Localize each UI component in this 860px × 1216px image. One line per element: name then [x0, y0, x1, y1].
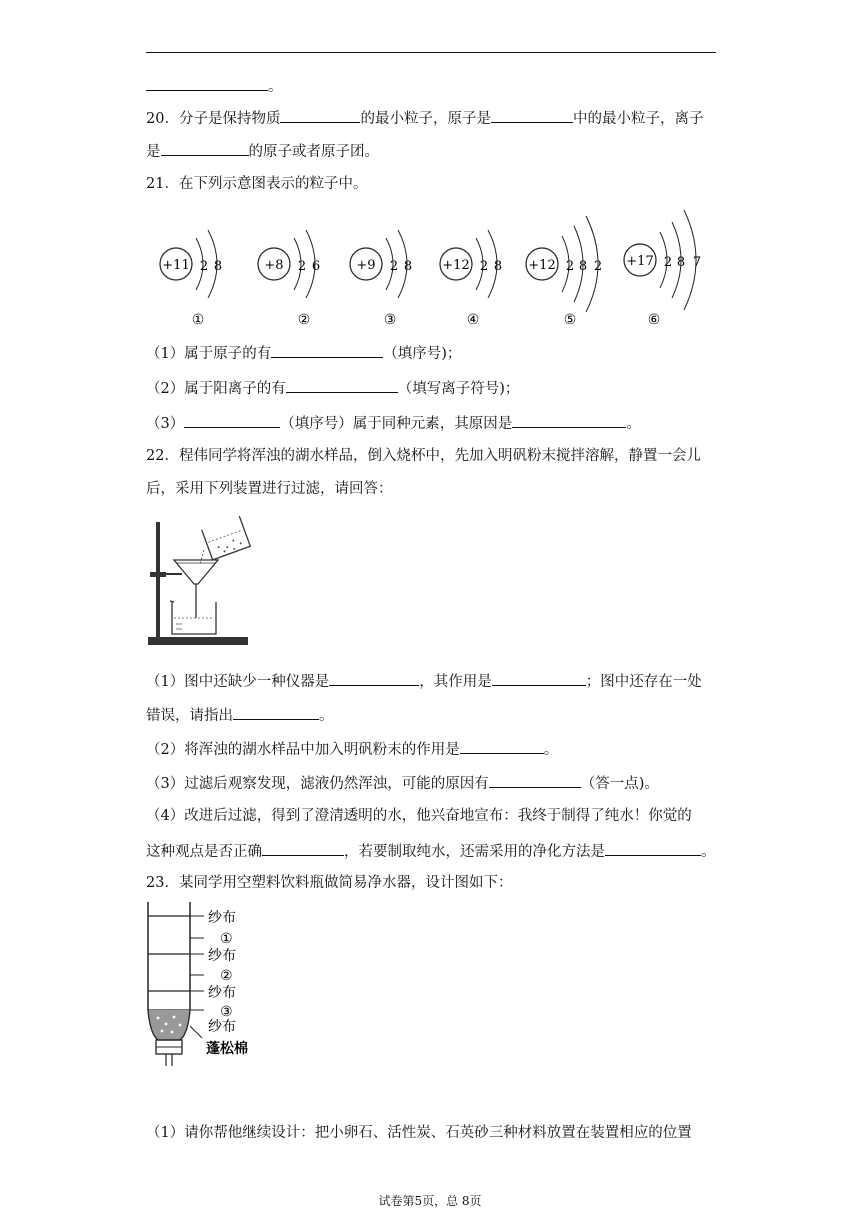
shell-electrons: 8 — [213, 259, 223, 274]
blank[interactable] — [512, 412, 626, 428]
particle-1 — [160, 230, 222, 328]
q20-line1: 20．分子是保持物质 的最小粒子，原子是 中的最小粒子，离子 — [146, 107, 703, 129]
blank[interactable] — [146, 75, 268, 91]
shell-electrons: 7 — [692, 255, 702, 270]
blank[interactable] — [491, 107, 573, 123]
q22-sub2: （2）将浑浊的湖水样品中加入明矾粉末的作用是 。 — [146, 738, 558, 760]
particle-3 — [350, 230, 412, 328]
q22-sub1-line1: （1）图中还缺少一种仪器是 ，其作用是 ；图中还存在一处 — [146, 670, 702, 692]
layer-label: 纱布 — [208, 948, 236, 964]
layer-label: 蓬松棉 — [206, 1041, 248, 1057]
blank[interactable] — [329, 670, 419, 686]
blank[interactable] — [605, 840, 701, 856]
nucleus-charge: +9 — [356, 258, 376, 273]
shell-electrons: 2 — [479, 259, 489, 274]
blank[interactable] — [233, 704, 319, 720]
particle-label: ① — [191, 312, 205, 328]
shell-electrons: 2 — [297, 259, 307, 274]
particle-6 — [624, 210, 701, 328]
particle-2 — [258, 230, 320, 328]
shell-electrons: 8 — [578, 259, 588, 274]
q22-sub4-line2: 这种观点是否正确 ，若要制取纯水，还需采用的净化方法是 。 — [146, 840, 716, 862]
layer-label: ① — [220, 931, 233, 947]
shell-electrons: 8 — [493, 259, 503, 274]
particle-5 — [526, 216, 602, 328]
q22-sub1-line2: 错误，请指出 。 — [146, 704, 334, 726]
q21-sub3: （3） （填序号）属于同种元素，其原因是 。 — [146, 412, 641, 434]
blank[interactable] — [184, 412, 280, 428]
q22-stem-line2: 后，采用下列装置进行过滤，请回答： — [146, 481, 393, 497]
blank[interactable] — [492, 670, 586, 686]
filtration-apparatus — [146, 514, 256, 650]
nucleus-charge: +8 — [264, 258, 284, 273]
q21-sub1: （1）属于原子的有 （填序号)； — [146, 342, 461, 364]
layer-label: ② — [220, 968, 233, 984]
particle-label: ③ — [383, 312, 397, 328]
q22-sub3: （3）过滤后观察发现，滤液仍然浑浊，可能的原因有 （答一点)。 — [146, 772, 659, 794]
q23-sub1: （1）请你帮他继续设计：把小卵石、活性炭、石英砂三种材料放置在装置相应的位置 — [146, 1125, 692, 1141]
particle-label: ⑥ — [647, 312, 661, 328]
blank[interactable] — [280, 107, 360, 123]
blank[interactable] — [489, 772, 581, 788]
q21-stem: 21．在下列示意图表示的粒子中。 — [146, 176, 368, 192]
blank[interactable] — [460, 738, 544, 754]
q23-stem: 23．某同学用空塑料饮料瓶做简易净水器，设计图如下： — [146, 875, 513, 891]
shell-electrons: 8 — [676, 255, 686, 270]
particle-label: ④ — [466, 312, 480, 328]
layer-label: 纱布 — [208, 985, 236, 1001]
blank[interactable] — [262, 840, 344, 856]
shell-electrons: 2 — [663, 255, 673, 270]
particle-label: ② — [297, 312, 311, 328]
q22-stem-line1: 22．程伟同学将浑浊的湖水样品，倒入烧杯中，先加入明矾粉末搅拌溶解，静置一会儿 — [146, 448, 701, 464]
shell-electrons: 2 — [199, 259, 209, 274]
shell-electrons: 2 — [565, 259, 575, 274]
q21-sub2: （2）属于阳离子的有 （填写离子符号)； — [146, 377, 519, 399]
particle-diagrams — [140, 200, 720, 335]
q22-sub4-line1: （4）改进后过滤，得到了澄清透明的水，他兴奋地宣布：我终于制得了纯水！你觉的 — [146, 808, 692, 824]
layer-label: ③ — [220, 1004, 233, 1020]
particle-4 — [440, 230, 502, 328]
shell-electrons: 6 — [311, 259, 321, 274]
nucleus-charge: +12 — [528, 258, 556, 273]
q19-tail: 。 — [146, 75, 283, 97]
nucleus-charge: +12 — [442, 258, 470, 273]
particle-label: ⑤ — [563, 312, 577, 328]
blank[interactable] — [271, 342, 383, 358]
nucleus-charge: +17 — [626, 254, 654, 269]
layer-label: 纱布 — [208, 910, 236, 926]
shell-electrons: 2 — [593, 259, 603, 274]
shell-electrons: 8 — [403, 259, 413, 274]
page-footer: 试卷第5页，总 8页 — [378, 1194, 482, 1208]
blank[interactable] — [161, 140, 249, 156]
blank[interactable] — [286, 377, 398, 393]
q20-line2: 是 的原子或者原子团。 — [146, 140, 379, 162]
water-filter-diagram — [140, 898, 290, 1068]
shell-electrons: 2 — [389, 259, 399, 274]
layer-label: 纱布 — [208, 1019, 236, 1035]
top-rule — [146, 52, 716, 53]
nucleus-charge: +11 — [162, 258, 190, 273]
